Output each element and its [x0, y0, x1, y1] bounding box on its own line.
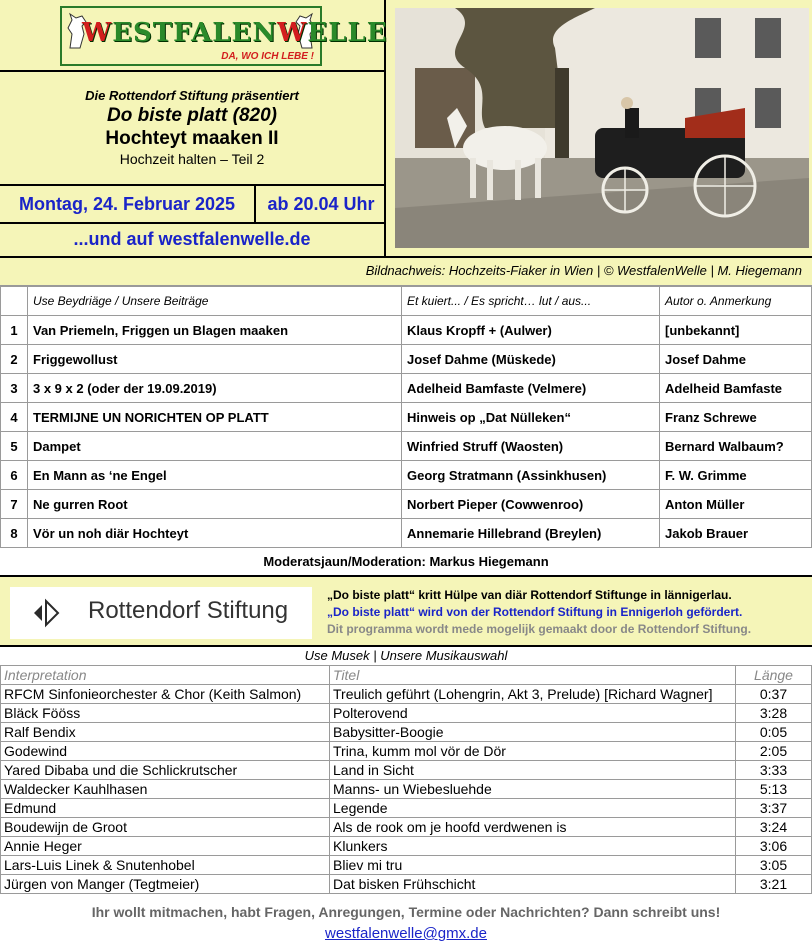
track-title: Babysitter-Boogie: [330, 723, 736, 742]
author: [unbekannt]: [660, 316, 812, 345]
sponsor-line-dutch: Dit programma wordt mede mogelijk gemaakt door de Rottendorf Stiftung.: [327, 622, 752, 636]
track-title: Bliev mi tru: [330, 856, 736, 875]
moderation-credit: Moderatsjaun/Moderation: Markus Hiegemann: [263, 554, 549, 569]
track-length: 0:05: [736, 723, 812, 742]
artist: Boudewijn de Groot: [1, 818, 330, 837]
header-interpretation: Interpretation: [1, 666, 330, 685]
speaker: Annemarie Hillebrand (Breylen): [402, 519, 660, 548]
broadcast-time: ab 20.04 Uhr: [267, 194, 375, 214]
rottendorf-diamond-icon: [24, 595, 64, 631]
photo-credit: Bildnachweis: Hochzeits-Fiaker in Wien | © WestfalenWelle | M. Hiegemann: [0, 256, 812, 286]
table-row: [1, 837, 812, 856]
track-length: 3:06: [736, 837, 812, 856]
track-length: 5:13: [736, 780, 812, 799]
header-author: Autor o. Anmerkung: [660, 287, 812, 316]
speaker: Josef Dahme (Müskede): [402, 345, 660, 374]
row-number: 2: [1, 345, 28, 374]
artist: Jürgen von Manger (Tegtmeier): [1, 875, 330, 894]
track-title: Trina, kumm mol vör de Dör: [330, 742, 736, 761]
email-link[interactable]: westfalenwelle@gmx.de: [325, 925, 487, 942]
logo-wordmark: WESTFALENWELLE: [82, 18, 388, 48]
contribution-title: Van Priemeln, Friggen un Blagen maaken: [28, 316, 402, 345]
sponsor-text: [327, 587, 751, 638]
table-row: [1, 780, 812, 799]
table-row: [1, 345, 812, 374]
logo-slogan: DA, WO ICH LEBE !: [221, 51, 314, 62]
speaker: Klaus Kropff + (Aulwer): [402, 316, 660, 345]
table-row: [1, 761, 812, 780]
contributions-header-row: [1, 287, 812, 316]
track-title: Dat bisken Frühschicht: [330, 875, 736, 894]
contribution-title: TERMIJNE UN NORICHTEN OP PLATT: [28, 403, 402, 432]
website-link[interactable]: ...und auf westfalenwelle.de: [73, 229, 311, 249]
row-number: 1: [1, 316, 28, 345]
table-row: [1, 403, 812, 432]
track-title: Als de rook om je hoofd verdwenen is: [330, 818, 736, 837]
sponsor-line-german: „Do biste platt“ wird von der Rottendorf Stiftung in Ennigerloh gefördert.: [327, 605, 743, 619]
wedding-carriage-photo: [395, 8, 809, 248]
contribution-title: Friggewollust: [28, 345, 402, 374]
table-row: [1, 818, 812, 837]
artist: Yared Dibaba und die Schlickrutscher: [1, 761, 330, 780]
sponsor-name: Rottendorf Stiftung: [88, 597, 289, 624]
speaker: Winfried Struff (Waosten): [402, 432, 660, 461]
row-number: 5: [1, 432, 28, 461]
westfalenwelle-logo[interactable]: [60, 6, 388, 66]
speaker: Georg Stratmann (Assinkhusen): [402, 461, 660, 490]
artist: Bläck Fööss: [1, 704, 330, 723]
artist: Lars-Luis Linek & Snutenhobel: [1, 856, 330, 875]
header-contribution: Use Beydriäge / Unsere Beiträge: [28, 287, 402, 316]
track-length: 2:05: [736, 742, 812, 761]
contribution-title: Dampet: [28, 432, 402, 461]
author: Jakob Brauer: [660, 519, 812, 548]
header-left-column: [0, 0, 386, 256]
track-length: 3:28: [736, 704, 812, 723]
contribution-title: Vör un noh diär Hochteyt: [28, 519, 402, 548]
speaker: Norbert Pieper (Cowwenroo): [402, 490, 660, 519]
table-row: [1, 519, 812, 548]
track-title: Legende: [330, 799, 736, 818]
music-section-title: Use Musek | Unsere Musikauswahl: [304, 648, 508, 663]
episode-subtitle: Hochzeit halten – Teil 2: [119, 151, 265, 167]
artist: Annie Heger: [1, 837, 330, 856]
row-number: 6: [1, 461, 28, 490]
presenter-line: Die Rottendorf Stiftung präsentiert: [85, 88, 299, 103]
footer-email-row: [0, 925, 812, 942]
music-table: [0, 665, 812, 894]
author: Franz Schrewe: [660, 403, 812, 432]
header-title: Titel: [330, 666, 736, 685]
row-number: 3: [1, 374, 28, 403]
table-row: [1, 704, 812, 723]
row-number: 7: [1, 490, 28, 519]
table-row: [1, 432, 812, 461]
broadcast-date-row: [0, 184, 384, 224]
table-row: [1, 723, 812, 742]
author: Bernard Walbaum?: [660, 432, 812, 461]
track-length: 0:37: [736, 685, 812, 704]
author: Anton Müller: [660, 490, 812, 519]
contribution-title: Ne gurren Root: [28, 490, 402, 519]
artist: Godewind: [1, 742, 330, 761]
header-speaker: Et kuiert... / Es spricht… lut / aus...: [402, 287, 660, 316]
contribution-title: En Mann as ‘ne Engel: [28, 461, 402, 490]
track-length: 3:05: [736, 856, 812, 875]
table-row: [1, 799, 812, 818]
header-length: Länge: [736, 666, 812, 685]
table-row: [1, 685, 812, 704]
header: [0, 0, 812, 256]
artist: Ralf Bendix: [1, 723, 330, 742]
logo-area: [0, 0, 388, 72]
row-number: 8: [1, 519, 28, 548]
episode-title: Hochteyt maaken II: [105, 128, 279, 149]
artist: RFCM Sinfonieorchester & Chor (Keith Salmon): [1, 685, 330, 704]
table-row: [1, 490, 812, 519]
artist: Edmund: [1, 799, 330, 818]
show-title: Do biste platt (820): [107, 105, 277, 126]
table-row: [1, 316, 812, 345]
track-title: Manns- un Wiebesluehde: [330, 780, 736, 799]
contributions-table: [0, 286, 812, 548]
table-row: [1, 875, 812, 894]
track-title: Polterovend: [330, 704, 736, 723]
track-length: 3:33: [736, 761, 812, 780]
broadcast-date: Montag, 24. Februar 2025: [0, 186, 256, 222]
table-row: [1, 374, 812, 403]
contribution-title: 3 x 9 x 2 (oder der 19.09.2019): [28, 374, 402, 403]
table-row: [1, 742, 812, 761]
speaker: Adelheid Bamfaste (Velmere): [402, 374, 660, 403]
table-row: [1, 856, 812, 875]
sponsor-band: [0, 575, 812, 647]
row-number: 4: [1, 403, 28, 432]
track-title: Land in Sicht: [330, 761, 736, 780]
footer-call-to-action: Ihr wollt mitmachen, habt Fragen, Anregungen, Termine oder Nachrichten? Dann schreibt uns!: [91, 904, 721, 920]
music-header-row: [1, 666, 812, 685]
table-row: [1, 461, 812, 490]
author: Adelheid Bamfaste: [660, 374, 812, 403]
author: F. W. Grimme: [660, 461, 812, 490]
track-title: Treulich geführt (Lohengrin, Akt 3, Prelude) [Richard Wagner]: [330, 685, 736, 704]
show-info: [0, 74, 384, 184]
track-length: 3:37: [736, 799, 812, 818]
rottendorf-logo[interactable]: [10, 587, 312, 639]
track-title: Klunkers: [330, 837, 736, 856]
sponsor-line-platt: „Do biste platt“ kritt Hülpe van diär Rottendorf Stiftunge in lännigerlau.: [327, 588, 732, 602]
author: Josef Dahme: [660, 345, 812, 374]
track-length: 3:24: [736, 818, 812, 837]
header-number: [1, 287, 28, 316]
artist: Waldecker Kauhlhasen: [1, 780, 330, 799]
speaker: Hinweis op „Dat Nülleken“: [402, 403, 660, 432]
track-length: 3:21: [736, 875, 812, 894]
